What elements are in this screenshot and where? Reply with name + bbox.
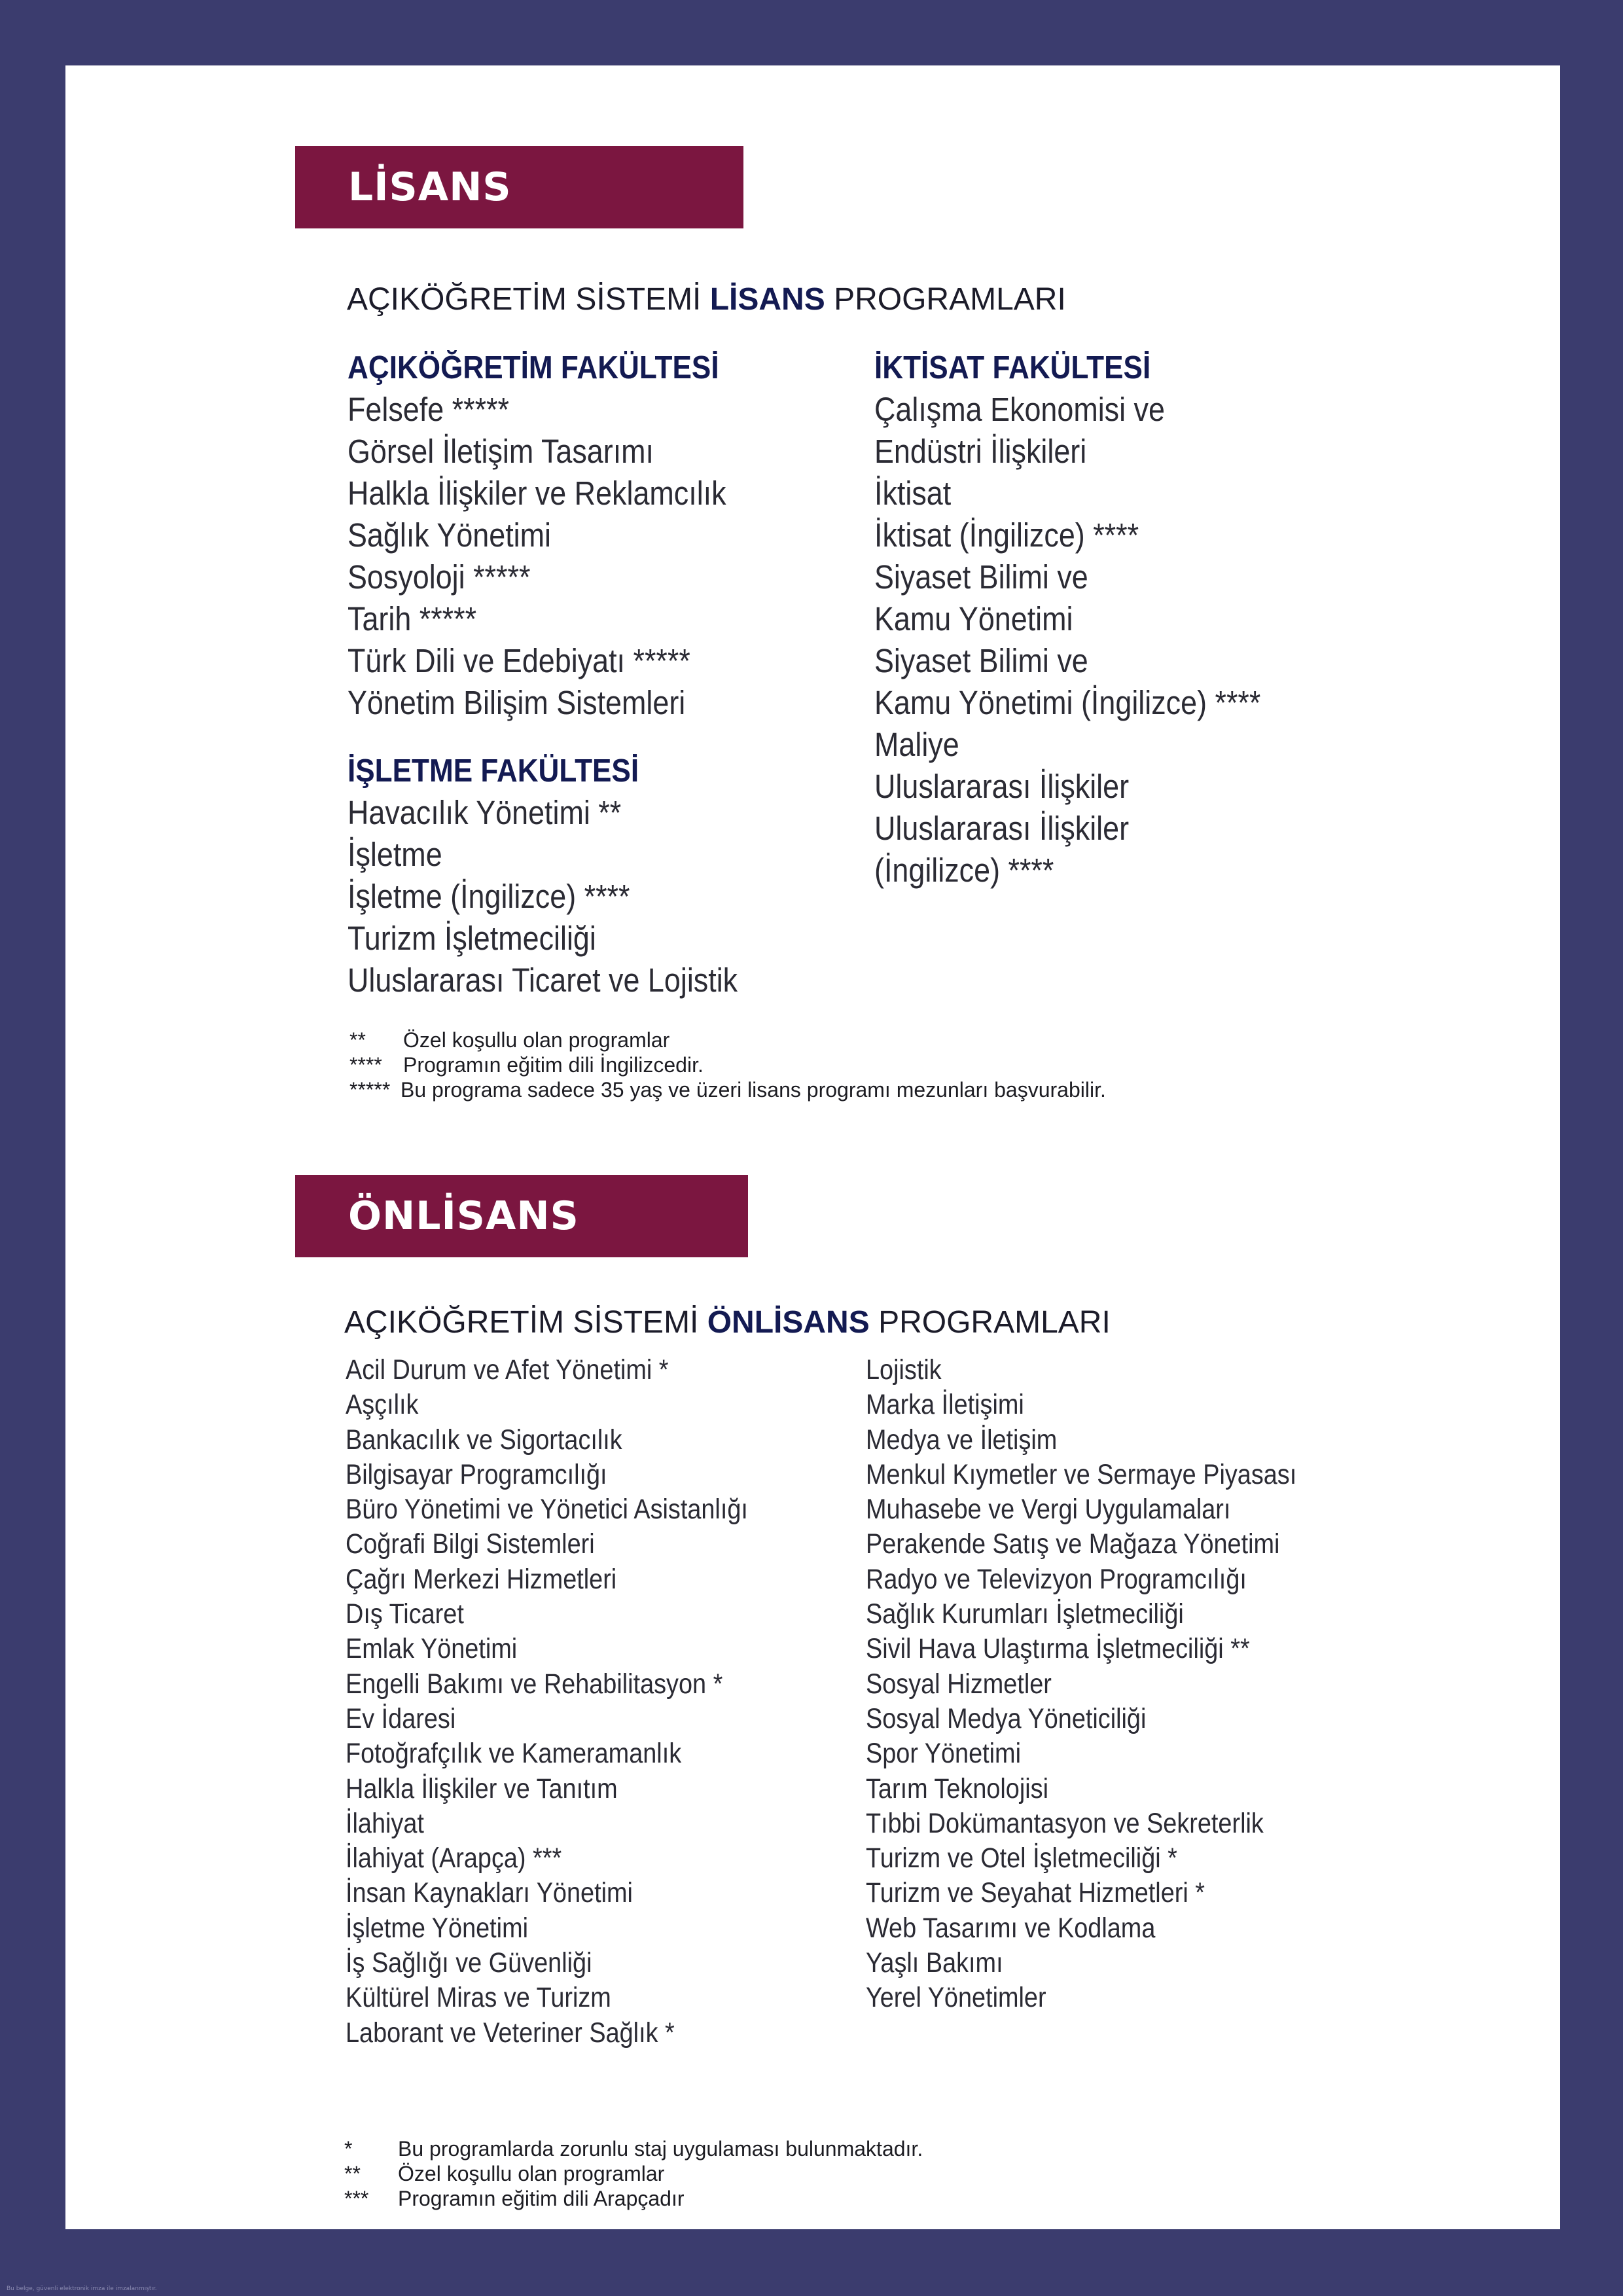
onlisans-banner: ÖNLİSANS [295, 1175, 748, 1257]
program-item: Uluslararası İlişkiler [874, 768, 1130, 805]
program-item: Menkul Kıymetler ve Sermaye Piyasası [866, 1458, 1297, 1490]
onlisans-title-prefix: AÇIKÖĞRETİM SİSTEMİ [344, 1305, 707, 1340]
program-item: Kültürel Miras ve Turizm [346, 1982, 611, 2014]
program-item: Türk Dili ve Edebiyatı ***** [348, 642, 690, 679]
program-item: İlahiyat (Arapça) *** [346, 1842, 562, 1874]
lisans-section-title [347, 281, 1066, 317]
program-item: Sağlık Yönetimi [348, 516, 552, 554]
faculty-heading: İŞLETME FAKÜLTESİ [348, 753, 639, 789]
footnote-row [344, 2186, 923, 2211]
footnote-row [344, 2161, 923, 2186]
program-item: Turizm ve Otel İşletmeciliği * [866, 1842, 1177, 1874]
program-item: Radyo ve Televizyon Programcılığı [866, 1563, 1247, 1595]
program-item: Sosyal Medya Yöneticiliği [866, 1702, 1147, 1734]
program-item: Havacılık Yönetimi ** [348, 794, 622, 831]
program-item: Yerel Yönetimler [866, 1982, 1046, 2014]
footnote-row [349, 1077, 1106, 1102]
onlisans-title-suffix: PROGRAMLARI [869, 1305, 1111, 1340]
footnote-text: Programın eğitim dili Arapçadır [398, 2187, 685, 2210]
program-item: Görsel İletişim Tasarımı [348, 433, 654, 470]
program-item: Engelli Bakımı ve Rehabilitasyon * [346, 1668, 723, 1700]
program-item: Turizm ve Seyahat Hizmetleri * [866, 1877, 1205, 1909]
program-item: Sosyoloji ***** [348, 558, 531, 596]
program-item: İşletme (İngilizce) **** [348, 878, 630, 915]
program-item: Çalışma Ekonomisi ve Endüstri İlişkileri [874, 391, 1165, 470]
program-item: Medya ve İletişim [866, 1424, 1058, 1456]
onlisans-column-left [346, 1353, 856, 2051]
program-item: Spor Yönetimi [866, 1738, 1021, 1770]
footnote-row [349, 1052, 1106, 1077]
footnote-mark: * [344, 2137, 353, 2161]
program-item: Sağlık Kurumları İşletmeciliği [866, 1598, 1184, 1630]
program-item: Felsefe ***** [348, 391, 509, 428]
onlisans-column-right [866, 1353, 1442, 2016]
program-item: Ev İdaresi [346, 1702, 456, 1734]
program-item: Maliye [874, 726, 959, 763]
program-item: Tarım Teknolojisi [866, 1772, 1049, 1804]
program-item: Dış Ticaret [346, 1598, 464, 1630]
program-item: Turizm İşletmeciliği [348, 920, 596, 957]
program-item: Halkla İlişkiler ve Tanıtım [346, 1772, 618, 1804]
onlisans-section-title [344, 1304, 1111, 1340]
program-item: Halkla İlişkiler ve Reklamcılık [348, 475, 726, 512]
program-item: Emlak Yönetimi [346, 1633, 518, 1665]
onlisans-footnotes [344, 2136, 923, 2211]
program-item: Uluslararası İlişkiler (İngilizce) **** [874, 810, 1130, 889]
lisans-column-left [348, 347, 858, 1001]
lisans-column-right [874, 347, 1372, 891]
program-item: Muhasebe ve Vergi Uygulamaları [866, 1494, 1231, 1526]
program-item: Sivil Hava Ulaştırma İşletmeciliği ** [866, 1633, 1250, 1665]
footnote-text: Özel koşullu olan programlar [398, 2162, 665, 2185]
program-item: Perakende Satış ve Mağaza Yönetimi [866, 1528, 1280, 1560]
program-item: İşletme Yönetimi [346, 1912, 529, 1944]
footnote-text: Bu programlarda zorunlu staj uygulaması bulunmaktadır. [398, 2137, 923, 2161]
faculty-gap [348, 724, 858, 750]
program-item: Büro Yönetimi ve Yönetici Asistanlığı [346, 1494, 748, 1526]
program-item: İktisat [874, 475, 952, 512]
faculty-heading: İKTİSAT FAKÜLTESİ [874, 350, 1151, 386]
footnote-mark: ***** [349, 1078, 391, 1102]
footnote-row [344, 2136, 923, 2161]
program-item: İş Sağlığı ve Güvenliği [346, 1947, 592, 1979]
program-item: Tarih ***** [348, 600, 477, 637]
footnote-row [349, 1028, 1106, 1052]
lisans-title-prefix: AÇIKÖĞRETİM SİSTEMİ [347, 282, 710, 317]
program-item: Coğrafi Bilgi Sistemleri [346, 1528, 595, 1560]
program-item: Acil Durum ve Afet Yönetimi * [346, 1354, 669, 1386]
program-item: Fotoğrafçılık ve Kameramanlık [346, 1738, 682, 1770]
program-item: Aşçılık [346, 1389, 419, 1421]
program-item: Laborant ve Veteriner Sağlık * [346, 2017, 675, 2049]
program-item: Web Tasarımı ve Kodlama [866, 1912, 1156, 1944]
onlisans-title-keyword: ÖNLİSANS [707, 1305, 870, 1340]
lisans-title-keyword: LİSANS [709, 282, 825, 317]
footnote-text: Programın eğitim dili İngilizcedir. [403, 1053, 704, 1077]
program-item: Siyaset Bilimi ve Kamu Yönetimi (İngilizce) **** [874, 642, 1261, 721]
program-item: Bilgisayar Programcılığı [346, 1458, 607, 1490]
footnote-mark: ** [349, 1028, 366, 1052]
lisans-title-suffix: PROGRAMLARI [825, 282, 1066, 317]
footnote-text: Özel koşullu olan programlar [403, 1028, 670, 1052]
program-item: İktisat (İngilizce) **** [874, 516, 1139, 554]
program-item: Yaşlı Bakımı [866, 1947, 1003, 1979]
program-item: İnsan Kaynakları Yönetimi [346, 1877, 633, 1909]
program-item: Çağrı Merkezi Hizmetleri [346, 1563, 617, 1595]
program-item: Tıbbi Dokümantasyon ve Sekreterlik [866, 1807, 1264, 1839]
program-item: İşletme [348, 836, 442, 873]
program-item: Lojistik [866, 1354, 942, 1386]
footnote-text: Bu programa sadece 35 yaş ve üzeri lisans programı mezunları başvurabilir. [401, 1078, 1106, 1102]
program-item: Uluslararası Ticaret ve Lojistik [348, 961, 738, 999]
faculty-heading: AÇIKÖĞRETİM FAKÜLTESİ [348, 350, 719, 386]
program-item: Marka İletişimi [866, 1389, 1024, 1421]
program-item: Sosyal Hizmetler [866, 1668, 1052, 1700]
footnote-mark: **** [349, 1053, 382, 1077]
footnote-mark: ** [344, 2162, 361, 2185]
lisans-banner: LİSANS [295, 146, 743, 228]
footnote-mark: *** [344, 2187, 369, 2210]
footer-signature-note: Bu belge, güvenli elektronik imza ile imzalanmıştır. [7, 2286, 157, 2292]
lisans-footnotes [349, 1028, 1106, 1102]
program-item: İlahiyat [346, 1807, 424, 1839]
program-item: Yönetim Bilişim Sistemleri [348, 684, 686, 721]
program-item: Bankacılık ve Sigortacılık [346, 1424, 622, 1456]
document-page [65, 65, 1560, 2229]
program-item: Siyaset Bilimi ve Kamu Yönetimi [874, 558, 1088, 637]
